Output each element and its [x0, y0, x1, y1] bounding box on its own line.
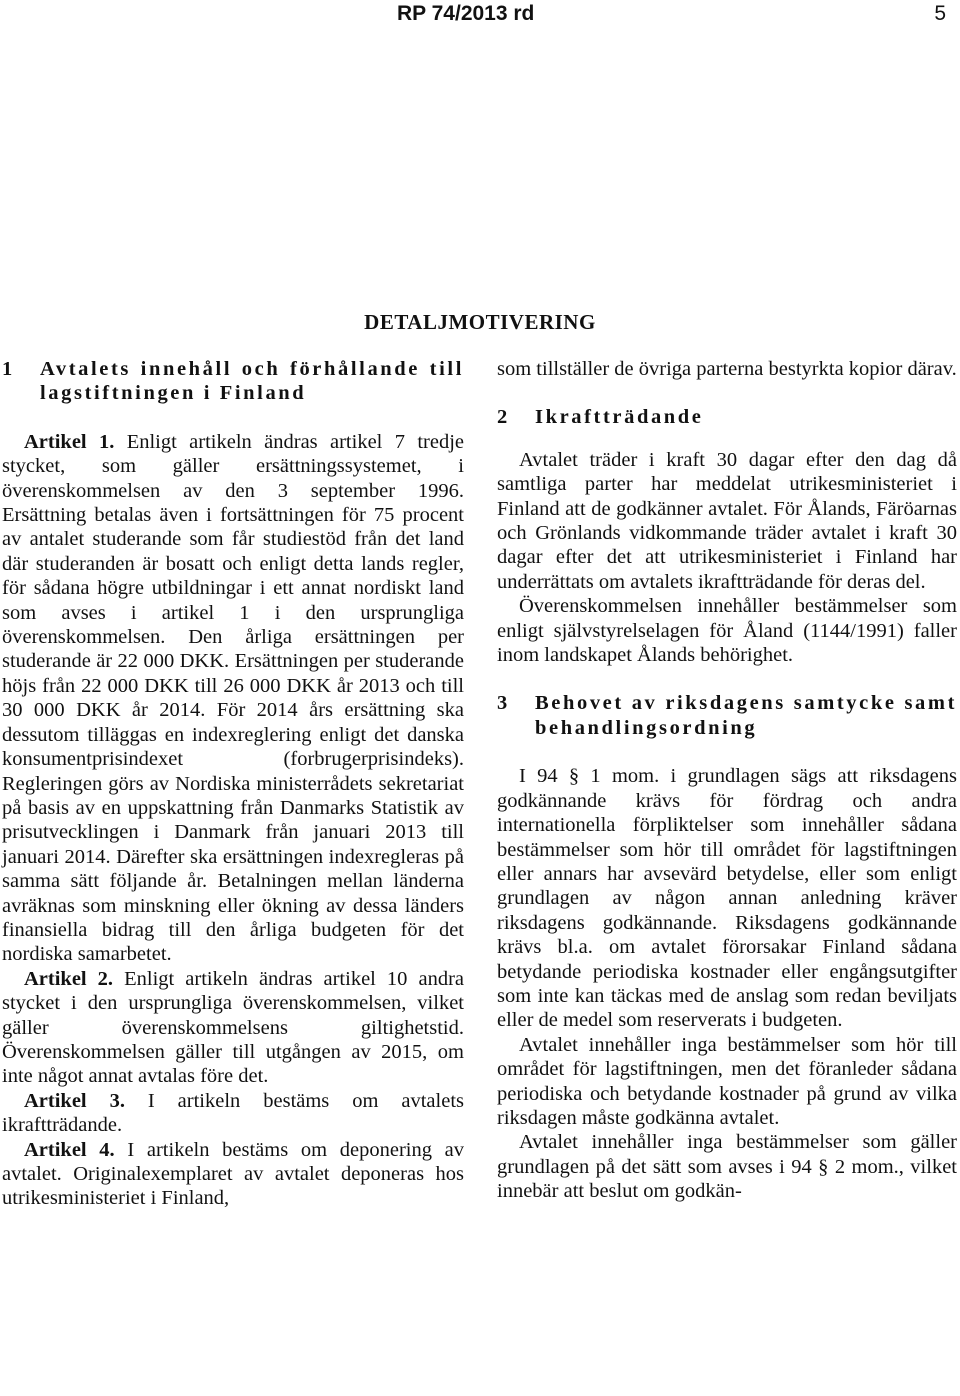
heading-3-number: 3	[497, 692, 508, 715]
artikel-4-text: I artikeln bestäms om deponering av avtalet. Originalexemplaret av avtalet deponeras hos utrikesministeriet i Finland,	[2, 1138, 465, 1210]
artikel-3-text: I artikeln bestäms om avtalets ikraftträdande.	[2, 1089, 464, 1137]
heading-2	[497, 405, 957, 429]
paragraph-continuation: som tillställer de övriga parterna bestyrkta kopior därav.	[497, 358, 957, 380]
paragraph-aland: Överenskommelsen innehåller bestämmelser som enligt självstyrelselagen för Åland (1144/1991) faller inom landskapet Ålands behörighet.	[497, 595, 957, 667]
heading-3-text: Behovet av riksdagens samtycke samt behandlingsordning	[535, 692, 957, 739]
heading-1-number: 1	[2, 358, 13, 380]
artikel-3-label: Artikel 3.	[24, 1089, 125, 1112]
paragraph-beslut: Avtalet innehåller inga bestämmelser som gäller grundlagen på det sätt som avses i 94 § 2 mom., vilket innebär att beslut om godkän-	[497, 1131, 957, 1203]
artikel-1-label: Artikel 1.	[24, 430, 115, 453]
artikel-2-text: Enligt artikeln ändras artikel 10 andra stycket i den ursprungliga överenskommelsen, vilket gäller överenskommelsens giltighetstid. Överenskommelsen gäller till utgången av 2015, om inte något annat avtalas före det.	[2, 967, 465, 1088]
right-column	[497, 357, 957, 1204]
artikel-4-label: Artikel 4.	[24, 1138, 115, 1161]
heading-2-text: Ikraftträdande	[535, 406, 704, 429]
paragraph-kostnader: Avtalet innehåller inga bestämmelser som hör till området för lagstiftningen, men det föranleder sådana periodiska och betydande kostnader på grund av vilka riksdagen måste godkänna avtalet.	[497, 1033, 957, 1129]
heading-2-number: 2	[497, 406, 508, 429]
heading-1	[2, 357, 464, 406]
paragraph-ikrafttradande: Avtalet träder i kraft 30 dagar efter den dag då samtliga parter har meddelat utrikesministeriet i Finland att de godkänner avtalet. För Ålands, Färöarnas och Grönlands vidkommande träder avtalet i kraft 30 dagar efter det att utrikesministeriet i Finland har underrättats om avtalets ikraftträdande för deras del.	[497, 448, 957, 593]
paragraph-artikel-1	[2, 430, 464, 967]
left-column	[2, 357, 464, 1211]
paragraph-artikel-4	[2, 1138, 464, 1211]
paragraph-grundlagen: I 94 § 1 mom. i grundlagen sägs att riksdagens godkännande krävs för fördrag och andra internationella förpliktelser som innehåller sådana bestämmelser som hör till området för lagstiftningen eller annars har avsevärd betydelse, eller som enligt grundlagen av någon annan anledning kräver riksdagens godkännande. Riksdagens godkännande krävs bl.a. om avtalet förorsakar Finland sådana betydande periodiska kostnader eller engångsutgifter som inte kan täckas med de anslag som redan beviljats eller de medel som reserverats i budgeten.	[497, 765, 957, 1032]
page-header	[0, 0, 960, 40]
artikel-2-label: Artikel 2.	[24, 967, 114, 990]
section-title: DETALJMOTIVERING	[364, 310, 596, 334]
page-number: 5	[934, 2, 946, 25]
paragraph-artikel-2	[2, 967, 464, 1089]
paragraph-artikel-3	[2, 1089, 464, 1138]
artikel-1-text: Enligt artikeln ändras artikel 7 tredje stycket, som gäller ersättningssystemet, i överenskommelsen av den 3 september 1996. Ersättning betalas även i fortsättningen för 75 procent av antalet studerande som får studiestöd från det land där studeranden är bosatt och enligt detta lands regler, för sådana högre utbildningar i ett annat nordiskt land som avses i artikel 1 i den ursprungliga överenskommelsen. Den årliga ersättningen per studerande är 22 000 DKK. Ersättningen per studerande höjs från 22 000 DKK till 26 000 DKK år 2013 och till 30 000 DKK år 2014. För 2014 års ersättning ska dessutom tilläggas en indexreglering enligt det danska konsumentprisindexet (forbrugerprisindeks). Regleringen görs av Nordiska ministerrådets sekretariat på basis av en uppskattning från Danmarks Statistik av prisutvecklingen i Danmark från januari 2013 till januari 2014. Därefter ska ersättningen indexregleras på samma sätt följande år. Betalningen mellan länderna avräknas som minskning eller ökning av dessa länders finansiella bidrag till den årliga budgeten för det nordiska samarbetet.	[2, 430, 465, 966]
heading-3	[497, 691, 957, 740]
heading-1-text: Avtalets innehåll och förhållande till lagstiftningen i Finland	[40, 358, 464, 405]
document-id: RP 74/2013 rd	[397, 2, 535, 25]
